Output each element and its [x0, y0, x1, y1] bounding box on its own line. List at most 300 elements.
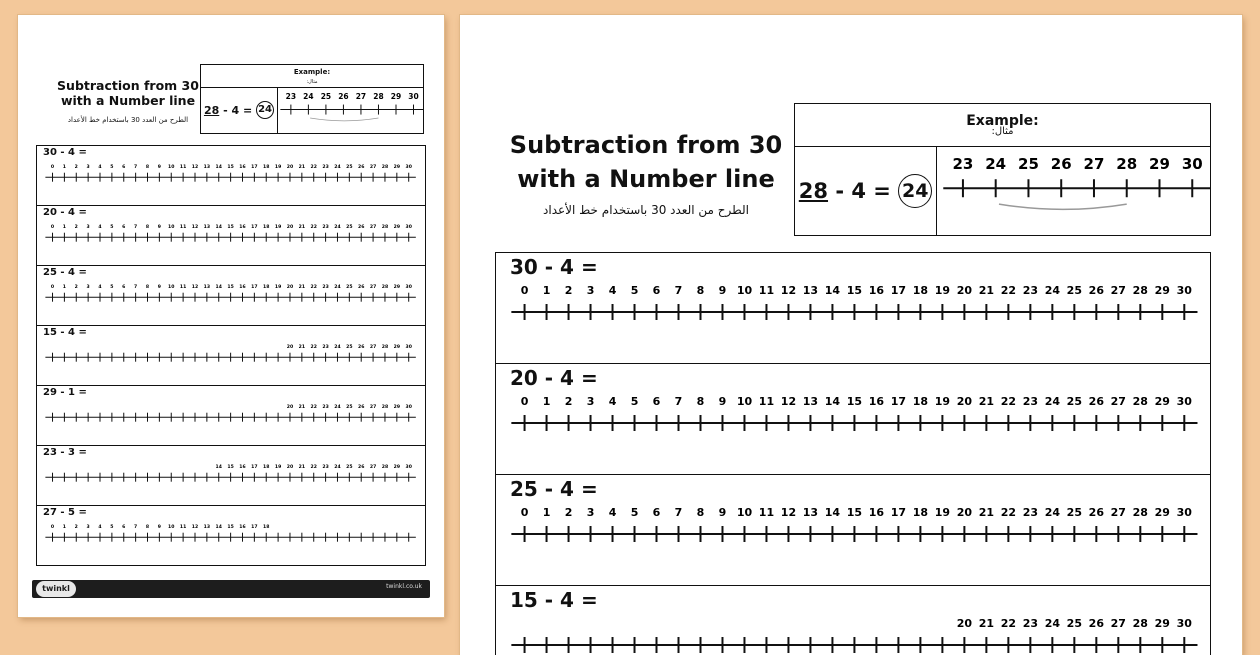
number-line-label: 24: [1044, 617, 1061, 630]
number-line-label: 21: [978, 617, 995, 630]
number-line-label: 18: [912, 506, 929, 519]
number-line-label: 16: [239, 165, 246, 171]
question-prompt: 20 - 4 =: [43, 207, 87, 218]
number-line-label: 20: [286, 345, 294, 351]
number-line-label: 29: [1154, 506, 1170, 519]
number-line-label: 1: [62, 225, 66, 231]
number-line-label: 6: [122, 225, 126, 231]
number-line-label: 2: [564, 395, 573, 408]
question-row: [37, 266, 425, 326]
number-line-label: 13: [802, 284, 819, 297]
number-line-label: 10: [168, 225, 175, 231]
number-line-label: 18: [263, 525, 270, 531]
question-row: [496, 253, 1210, 364]
number-line-label: 27: [369, 225, 377, 231]
question-prompt: 30 - 4 =: [43, 147, 87, 158]
number-line-label: 8: [145, 225, 150, 231]
number-line-label: 14: [824, 506, 841, 519]
number-line-label: 7: [134, 525, 138, 531]
number-line-label: 30: [1181, 154, 1203, 173]
number-line-label: 17: [251, 465, 258, 471]
number-line-label: 28: [1132, 617, 1148, 630]
question-prompt: 29 - 1 =: [43, 387, 87, 398]
number-line-label: 26: [1088, 617, 1104, 630]
number-line-label: 11: [758, 284, 775, 297]
number-line-label: 16: [868, 506, 885, 519]
number-line-label: 25: [320, 92, 332, 102]
number-line-label: 4: [608, 395, 617, 408]
number-line-label: 18: [263, 165, 270, 171]
number-line-label: 30: [1176, 395, 1192, 408]
number-line-label: 10: [168, 165, 175, 171]
number-line-label: 5: [110, 285, 114, 291]
number-line-label: 13: [802, 506, 819, 519]
number-line-label: 5: [630, 284, 639, 297]
number-line-label: 16: [868, 395, 885, 408]
number-line-label: 21: [978, 506, 995, 519]
number-line-label: 21: [298, 345, 306, 351]
number-line-label: 12: [780, 395, 797, 408]
number-line-label: 28: [1132, 506, 1148, 519]
number-line-label: 22: [1000, 506, 1017, 519]
number-line-label: 25: [1066, 506, 1082, 519]
question-number-line: [496, 586, 1210, 655]
number-line-label: 15: [227, 285, 234, 291]
number-line-label: 24: [1044, 506, 1061, 519]
number-line-label: 30: [405, 405, 412, 411]
example-label: Example:: [966, 113, 1039, 129]
number-line-label: 2: [74, 165, 78, 171]
number-line-label: 28: [381, 345, 389, 351]
number-line-label: 24: [1044, 395, 1061, 408]
number-line-label: 19: [274, 165, 282, 171]
number-line-label: 29: [390, 92, 402, 102]
number-line-label: 3: [86, 525, 90, 531]
number-line-label: 23: [322, 165, 329, 171]
number-line-label: 4: [608, 284, 617, 297]
number-line-label: 3: [586, 284, 595, 297]
number-line-label: 29: [1149, 154, 1170, 173]
number-line-label: 0: [520, 284, 529, 297]
number-line-label: 20: [286, 285, 294, 291]
number-line-label: 5: [630, 395, 639, 408]
thumb-example-label: Example:: [293, 68, 331, 76]
number-line-label: 25: [1066, 395, 1082, 408]
question-number-line: [496, 253, 1210, 364]
number-line-label: 9: [718, 284, 727, 297]
thumb-example-numberline: [277, 87, 423, 134]
number-line-label: 26: [1088, 284, 1104, 297]
number-line-label: 26: [358, 405, 365, 411]
subtitle-arabic: الطرح من العدد 30 باستخدام خط الأعداد: [543, 203, 749, 217]
number-line-label: 23: [1022, 506, 1039, 519]
number-line-label: 12: [191, 525, 199, 531]
number-line-label: 14: [215, 465, 222, 471]
number-line-label: 20: [286, 405, 294, 411]
question-prompt: 15 - 4 =: [43, 327, 87, 338]
number-line-label: 12: [780, 284, 797, 297]
number-line-label: 14: [824, 395, 841, 408]
question-prompt: 15 - 4 =: [510, 588, 598, 612]
number-line-label: 29: [1154, 395, 1170, 408]
question-row: [37, 446, 425, 506]
number-line-label: 22: [1000, 284, 1017, 297]
question-number-line: [37, 326, 425, 386]
question-number-line: [37, 386, 425, 446]
number-line-label: 0: [50, 525, 55, 531]
number-line-label: 30: [405, 345, 412, 351]
number-line-label: 3: [586, 506, 595, 519]
number-line-label: 7: [674, 395, 683, 408]
number-line-label: 7: [134, 165, 138, 171]
number-line-label: 15: [846, 506, 863, 519]
number-line-label: 9: [157, 285, 161, 291]
thumb-example-label-arabic: مثال:: [306, 79, 318, 85]
thumb-example-header: [201, 65, 423, 88]
number-line-label: 27: [1110, 284, 1126, 297]
number-line-label: 17: [251, 225, 258, 231]
question-number-line: [37, 206, 425, 266]
number-line-label: 23: [952, 154, 974, 173]
number-line-label: 9: [157, 525, 161, 531]
number-line-label: 11: [758, 506, 775, 519]
number-line-label: 16: [868, 284, 885, 297]
number-line-label: 27: [1110, 617, 1126, 630]
number-line-label: 29: [393, 405, 401, 411]
example-equation: [795, 146, 937, 235]
number-line-label: 9: [718, 506, 727, 519]
number-line-label: 15: [227, 525, 234, 531]
number-line-label: 17: [251, 285, 258, 291]
question-row: [496, 586, 1210, 655]
number-line-label: 1: [542, 506, 551, 519]
number-line-label: 13: [802, 395, 819, 408]
number-line-label: 17: [890, 506, 907, 519]
question-prompt: 30 - 4 =: [510, 255, 598, 279]
thumb-title-line2: with a Number line: [60, 93, 196, 108]
number-line-label: 23: [322, 345, 329, 351]
number-line-label: 23: [322, 225, 329, 231]
number-line-label: 24: [303, 92, 314, 102]
example-jump-arc: [999, 204, 1127, 209]
number-line-label: 24: [334, 225, 341, 231]
number-line-label: 8: [696, 284, 705, 297]
number-line-label: 23: [285, 92, 297, 102]
question-number-line: [496, 364, 1210, 475]
number-line-label: 25: [346, 345, 353, 351]
number-line-label: 24: [334, 345, 341, 351]
number-line-label: 26: [358, 465, 365, 471]
number-line-label: 10: [168, 525, 175, 531]
question-row: [496, 475, 1210, 586]
number-line-label: 12: [191, 285, 199, 291]
thumb-example-equation: [201, 87, 278, 133]
number-line-label: 9: [157, 165, 161, 171]
question-row: [37, 326, 425, 386]
number-line-label: 8: [145, 165, 150, 171]
number-line-label: 16: [239, 465, 246, 471]
number-line-label: 22: [310, 285, 317, 291]
thumb-example-rest: - 4 =: [219, 103, 257, 117]
number-line-label: 3: [86, 285, 90, 291]
number-line-label: 12: [191, 225, 199, 231]
number-line-label: 3: [586, 395, 595, 408]
number-line-label: 11: [758, 395, 775, 408]
number-line-label: 10: [736, 506, 753, 519]
number-line-label: 19: [274, 285, 282, 291]
number-line-label: 26: [358, 345, 365, 351]
number-line-label: 27: [1110, 395, 1126, 408]
number-line-label: 28: [381, 225, 389, 231]
thumb-title: [28, 78, 228, 108]
number-line-label: 29: [1154, 284, 1170, 297]
number-line-label: 6: [122, 285, 126, 291]
number-line-label: 8: [145, 285, 150, 291]
worksheet-thumbnail: [18, 15, 444, 617]
number-line-label: 20: [956, 395, 973, 408]
number-line-label: 0: [50, 285, 55, 291]
thumb-subtitle-arabic: الطرح من العدد 30 باستخدام خط الأعداد: [67, 116, 189, 124]
number-line-label: 25: [1066, 617, 1082, 630]
number-line-label: 28: [1132, 284, 1148, 297]
question-row: [37, 386, 425, 446]
number-line-label: 22: [310, 225, 317, 231]
number-line-label: 26: [358, 285, 365, 291]
number-line-label: 14: [215, 525, 222, 531]
number-line-label: 20: [286, 465, 294, 471]
number-line-label: 23: [1022, 284, 1039, 297]
number-line-label: 21: [298, 165, 306, 171]
number-line-label: 10: [736, 284, 753, 297]
number-line-label: 28: [381, 405, 389, 411]
number-line-label: 25: [346, 285, 353, 291]
number-line-label: 16: [239, 225, 246, 231]
question-number-line: [496, 475, 1210, 586]
number-line-label: 29: [1154, 617, 1170, 630]
number-line-label: 6: [122, 525, 126, 531]
example-rest: - 4 =: [828, 178, 899, 203]
number-line-label: 12: [780, 506, 797, 519]
question-number-line: [37, 446, 425, 506]
number-line-label: 30: [408, 92, 419, 102]
number-line-label: 26: [358, 225, 365, 231]
number-line-label: 21: [978, 284, 995, 297]
question-row: [496, 364, 1210, 475]
number-line-label: 27: [1110, 506, 1126, 519]
number-line-label: 15: [227, 165, 234, 171]
number-line-label: 28: [381, 165, 389, 171]
number-line-label: 22: [310, 345, 317, 351]
question-number-line: [37, 146, 425, 206]
number-line-label: 28: [1116, 154, 1138, 173]
number-line-label: 26: [358, 165, 365, 171]
number-line-label: 4: [98, 225, 102, 231]
number-line-label: 18: [263, 465, 270, 471]
number-line-label: 23: [1022, 395, 1039, 408]
number-line-label: 9: [157, 225, 161, 231]
example-header: [795, 104, 1210, 147]
example-box: [794, 103, 1211, 236]
number-line-label: 10: [736, 395, 753, 408]
number-line-label: 23: [322, 405, 329, 411]
number-line-label: 8: [696, 395, 705, 408]
number-line-label: 11: [179, 285, 187, 291]
number-line-label: 16: [239, 525, 246, 531]
title-line2: with a Number line: [517, 165, 775, 193]
number-line-label: 22: [1000, 395, 1017, 408]
number-line-label: 21: [298, 285, 306, 291]
number-line-label: 1: [62, 165, 66, 171]
number-line-label: 2: [74, 525, 78, 531]
example-first: 28: [798, 178, 829, 203]
number-line-label: 18: [263, 225, 270, 231]
number-line-label: 11: [179, 225, 187, 231]
number-line-label: 2: [564, 284, 573, 297]
number-line-label: 20: [956, 506, 973, 519]
number-line-label: 19: [934, 506, 951, 519]
number-line-label: 30: [1176, 506, 1192, 519]
thumb-example-box: [200, 64, 424, 134]
example-label-arabic: مثال:: [991, 126, 1014, 137]
number-line-label: 7: [674, 284, 683, 297]
number-line-label: 2: [74, 225, 78, 231]
twinkl-logo: twinkl: [36, 581, 76, 597]
number-line-label: 17: [251, 165, 258, 171]
question-row: [37, 206, 425, 266]
number-line-label: 24: [985, 154, 1007, 173]
number-line-label: 4: [608, 506, 617, 519]
number-line-label: 16: [239, 285, 246, 291]
worksheet-zoomed: [460, 15, 1242, 655]
number-line-label: 21: [298, 225, 306, 231]
number-line-label: 7: [674, 506, 683, 519]
number-line-label: 3: [86, 225, 90, 231]
number-line-label: 0: [50, 225, 55, 231]
number-line-label: 30: [1176, 284, 1192, 297]
number-line-label: 30: [405, 465, 412, 471]
question-prompt: 20 - 4 =: [510, 366, 598, 390]
number-line-label: 27: [369, 285, 377, 291]
question-row: [37, 146, 425, 206]
number-line-label: 6: [652, 506, 661, 519]
number-line-label: 20: [286, 225, 294, 231]
number-line-label: 29: [393, 345, 401, 351]
number-line-label: 25: [1066, 284, 1082, 297]
number-line-label: 6: [652, 395, 661, 408]
question-prompt: 23 - 3 =: [43, 447, 87, 458]
number-line-label: 29: [393, 165, 401, 171]
number-line-label: 24: [334, 285, 341, 291]
number-line-label: 26: [338, 92, 349, 102]
number-line-label: 0: [520, 395, 529, 408]
number-line-label: 30: [405, 165, 412, 171]
number-line-label: 30: [405, 225, 412, 231]
number-line-label: 17: [890, 395, 907, 408]
thumb-example-first: 28: [203, 103, 220, 117]
number-line-label: 2: [74, 285, 78, 291]
number-line-label: 29: [393, 465, 401, 471]
number-line-label: 27: [369, 165, 377, 171]
number-line-label: 30: [1176, 617, 1192, 630]
number-line-label: 22: [310, 465, 317, 471]
number-line-label: 19: [274, 225, 282, 231]
number-line-label: 12: [191, 165, 199, 171]
number-line-label: 1: [62, 285, 66, 291]
example-numberline: [937, 146, 1210, 234]
example-answer: 24: [898, 174, 932, 208]
number-line-label: 4: [98, 165, 102, 171]
number-line-label: 11: [179, 165, 187, 171]
number-line-label: 18: [912, 395, 929, 408]
number-line-label: 1: [62, 525, 66, 531]
number-line-label: 25: [346, 225, 353, 231]
number-line-label: 27: [369, 405, 377, 411]
number-line-label: 28: [1132, 395, 1148, 408]
number-line-label: 15: [227, 225, 234, 231]
number-line-label: 13: [203, 285, 211, 291]
number-line-label: 30: [405, 285, 412, 291]
question-number-line: [37, 266, 425, 326]
number-line-label: 29: [393, 285, 401, 291]
number-line-label: 27: [355, 92, 367, 102]
example-jump-arc: [310, 118, 378, 121]
number-line-label: 5: [110, 165, 114, 171]
number-line-label: 27: [369, 465, 377, 471]
question-number-line: [37, 506, 425, 566]
number-line-label: 14: [824, 284, 841, 297]
number-line-label: 15: [846, 395, 863, 408]
number-line-label: 22: [1000, 617, 1017, 630]
number-line-label: 19: [274, 465, 282, 471]
number-line-label: 7: [134, 225, 138, 231]
number-line-label: 21: [978, 395, 995, 408]
thumb-footer: [32, 580, 430, 598]
number-line-label: 28: [373, 92, 384, 102]
number-line-label: 24: [334, 405, 341, 411]
number-line-label: 26: [1050, 154, 1072, 173]
number-line-label: 22: [310, 165, 317, 171]
number-line-label: 28: [381, 285, 389, 291]
number-line-label: 13: [203, 225, 211, 231]
number-line-label: 4: [98, 285, 102, 291]
number-line-label: 8: [145, 525, 150, 531]
title: [488, 128, 804, 196]
number-line-label: 9: [718, 395, 727, 408]
number-line-label: 25: [1018, 154, 1039, 173]
number-line-label: 2: [564, 506, 573, 519]
number-line-label: 5: [630, 506, 639, 519]
number-line-label: 3: [86, 165, 90, 171]
question-prompt: 25 - 4 =: [43, 267, 87, 278]
number-line-label: 26: [1088, 506, 1104, 519]
thumb-questions: [36, 145, 426, 566]
number-line-label: 10: [168, 285, 175, 291]
number-line-label: 4: [98, 525, 102, 531]
number-line-label: 24: [1044, 284, 1061, 297]
number-line-label: 0: [520, 506, 529, 519]
number-line-label: 1: [542, 395, 551, 408]
number-line-label: 24: [334, 465, 341, 471]
number-line-label: 5: [110, 225, 114, 231]
number-line-label: 5: [110, 525, 114, 531]
number-line-label: 23: [1022, 617, 1039, 630]
number-line-label: 19: [934, 284, 951, 297]
number-line-label: 28: [381, 465, 389, 471]
number-line-label: 0: [50, 165, 55, 171]
number-line-label: 29: [393, 225, 401, 231]
number-line-label: 21: [298, 465, 306, 471]
number-line-label: 6: [652, 284, 661, 297]
